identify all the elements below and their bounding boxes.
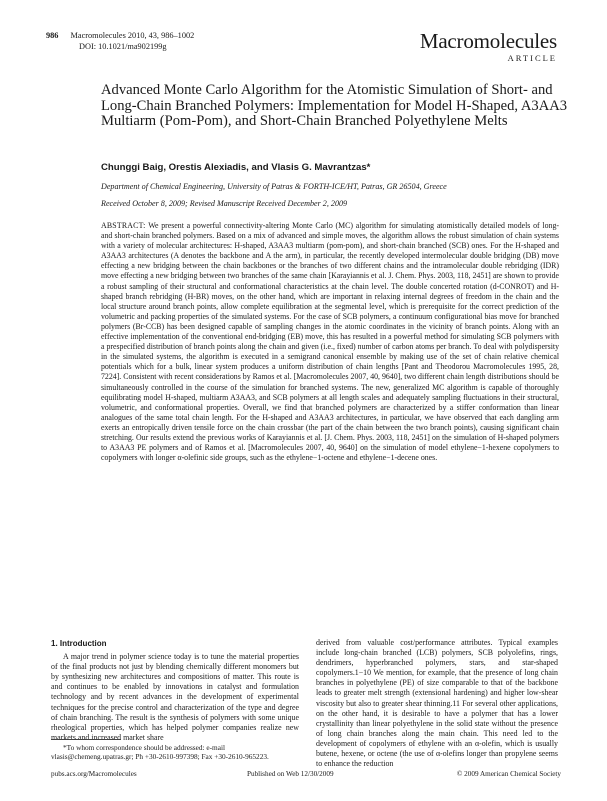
section-heading: 1. Introduction [51, 639, 107, 648]
journal-site-link[interactable]: pubs.acs.org/Macromolecules [51, 770, 137, 778]
article-type: ARTICLE [507, 53, 557, 63]
paper-authors: Chunggi Baig, Orestis Alexiadis, and Vlasis G. Mavrantzas* [101, 162, 371, 173]
intro-paragraph-continued: derived from valuable cost/performance attributes. Typical examples include long-chain branched (LCB) polymers, SCB polyolefins, rings, dendrimers, hyperbranched polymers, stars, and star-shaped copolymers.1−10 We mention, for example, that the presence of long chain branches in polyethylene (PE) of size comparable to that of the backbone leads to greater melt strength (extensional hardening) and higher low-shear viscosity but also to greater shear thinning.11 For several other applications, on the other hand, it is desirable to have a polymer that has a lower crystallinity than linear polyethylene in the solid state without the presence of long chain branches along the main chain. This need led to the development of copolymers of ethylene with an α-olefin, which is usually butene, hexene, or octene (the use of α-olefins longer than propylene seems to enhance the reduction [316, 638, 558, 769]
abstract [101, 221, 559, 463]
correspondence-footnote: *To whom correspondence should be addressed: e-mail vlasis@chemeng.upatras.gr; Ph +30-2610-997398; Fax +30-2610-965223. [51, 743, 269, 762]
doi-link[interactable]: DOI: 10.1021/ma902199g [79, 42, 167, 51]
right-column [316, 638, 558, 769]
footnote-rule [51, 739, 121, 740]
running-header [46, 30, 194, 52]
citation: Macromolecules 2010, 43, 986–1002 [70, 31, 195, 40]
intro-paragraph: A major trend in polymer science today is to tune the material properties of the final products not just by blending chemically different monomers but by synthesizing new architectures and compositions of matter. This route is and continues to be enabled by innovations in catalyst and formulation technology and by recent advances in the development of experimental techniques for the precise control and characterization of the type and degree of chain branching. The result is the synthesis of polymers with some unique rheological properties, which has helped polymer companies realize new markets and increased market share [51, 652, 299, 742]
received-dates: Received October 8, 2009; Revised Manuscript Received December 2, 2009 [101, 199, 348, 208]
journal-name: Macromolecules [419, 29, 557, 53]
abstract-text: We present a powerful connectivity-altering Monte Carlo (MC) algorithm for simulating atomistically detailed models of long- and short-chain branched polymers. Based on a mix of advanced and simple moves, the algorithm allows the robust simulation of chain systems with a variety of molecular architectures: H-shaped, A3AA3 multiarm (pom-pom), and short-chain branched (SCB) ones. For the H-shaped and A3AA3 architectures (A denotes the backbone and A the arm), in particular, the recently developed intermolecular double bridging (DB) move effecting a new bridging between the chain backbones or the branches of two different chains and the intramolecular double rebridging (IDR) move effecting a new bridging between two branches of the same chain [Karayiannis et al. J. Chem. Phys. 2003, 118, 2451] are shown to provide a robust sampling of their structural and conformational characteristics at the chain level. The double concerted rotation (d-CONROT) and H-shaped branch rebridging (H-BR) moves, on the other hand, which are important in relaxing internal degrees of freedom in the chain and the local structure around branch points, allow complete equilibration at the segmental level, which is prerequisite for the correct prediction of the volumetric and packing properties of the simulated systems. For the case of SCB polymers, a continuum configurational bias move for branched polymers (Br-CCB) has been designed capable of sampling changes in the atomic coordinates in the vicinity of branch points. Along with an effective implementation of the conventional end-bridging (EB) move, this has resulted in a powerful method for simulating SCB polymers with a prespecified distribution of branch points along the chain and given (i.e., fixed) number of carbon atoms per branch. To deal with polydispersity in the simulated systems, the algorithm is executed in a semigrand canonical ensemble by making use of the set of chain relative chemical potentials which for a bulk, linear system produces a uniform distribution of chain lengths [Pant and Theodorou Macromolecules 1995, 28, 7224]. Consistent with recent considerations by Ramos et al. [Macromolecules 2007, 40, 9640], two different chain length distributions should be simultaneously controlled in the course of the simulation for branched systems. The new, generalized MC algorithm is capable of thoroughly equilibrating model H-shaped, multiarm A3AA3, and SCB polymers at all length scales and adequately sampling fluctuations in their structural, volumetric, and conformational properties. Overall, we find that branched polymers are characterized by a stiffer conformation than linear analogues of the same total chain length. For the H-shaped and A3AA3 architectures, in particular, we have observed that each dangling arm exerts an entropically driven tensile force on the chain crossbar (the part of the chain between the two branch points), causing significant chain stretching. Our results extend the previous works of Karayiannis et al. [J. Chem. Phys. 2003, 118, 2451] on the simulation of H-shaped polymers to A3AA3 PE polymers and of Ramos et al. [Macromolecules 2007, 40, 9640] on the simulation of model ethylene−1-hexene copolymers to copolymers with longer α-olefinic side groups, such as the ethylene−1-octene and ethylene−1-decene ones. [101, 221, 559, 463]
affiliation: Department of Chemical Engineering, University of Patras & FORTH-ICE/HT, Patras, GR 26504, Greece [101, 182, 447, 191]
page-number: 986 [46, 31, 59, 40]
published-date: Published on Web 12/30/2009 [247, 770, 334, 778]
journal-logo [420, 30, 557, 64]
copyright: © 2009 American Chemical Society [456, 770, 561, 778]
paper-title: Advanced Monte Carlo Algorithm for the Atomistic Simulation of Short- and Long-Chain Branched Polymers: Implementation for Model H-Shaped, A3AA3 Multiarm (Pom-Pom), and Short-Chain Branched Polyethylene Melts [101, 82, 568, 130]
left-column [51, 638, 299, 743]
abstract-label: ABSTRACT: [101, 221, 146, 230]
